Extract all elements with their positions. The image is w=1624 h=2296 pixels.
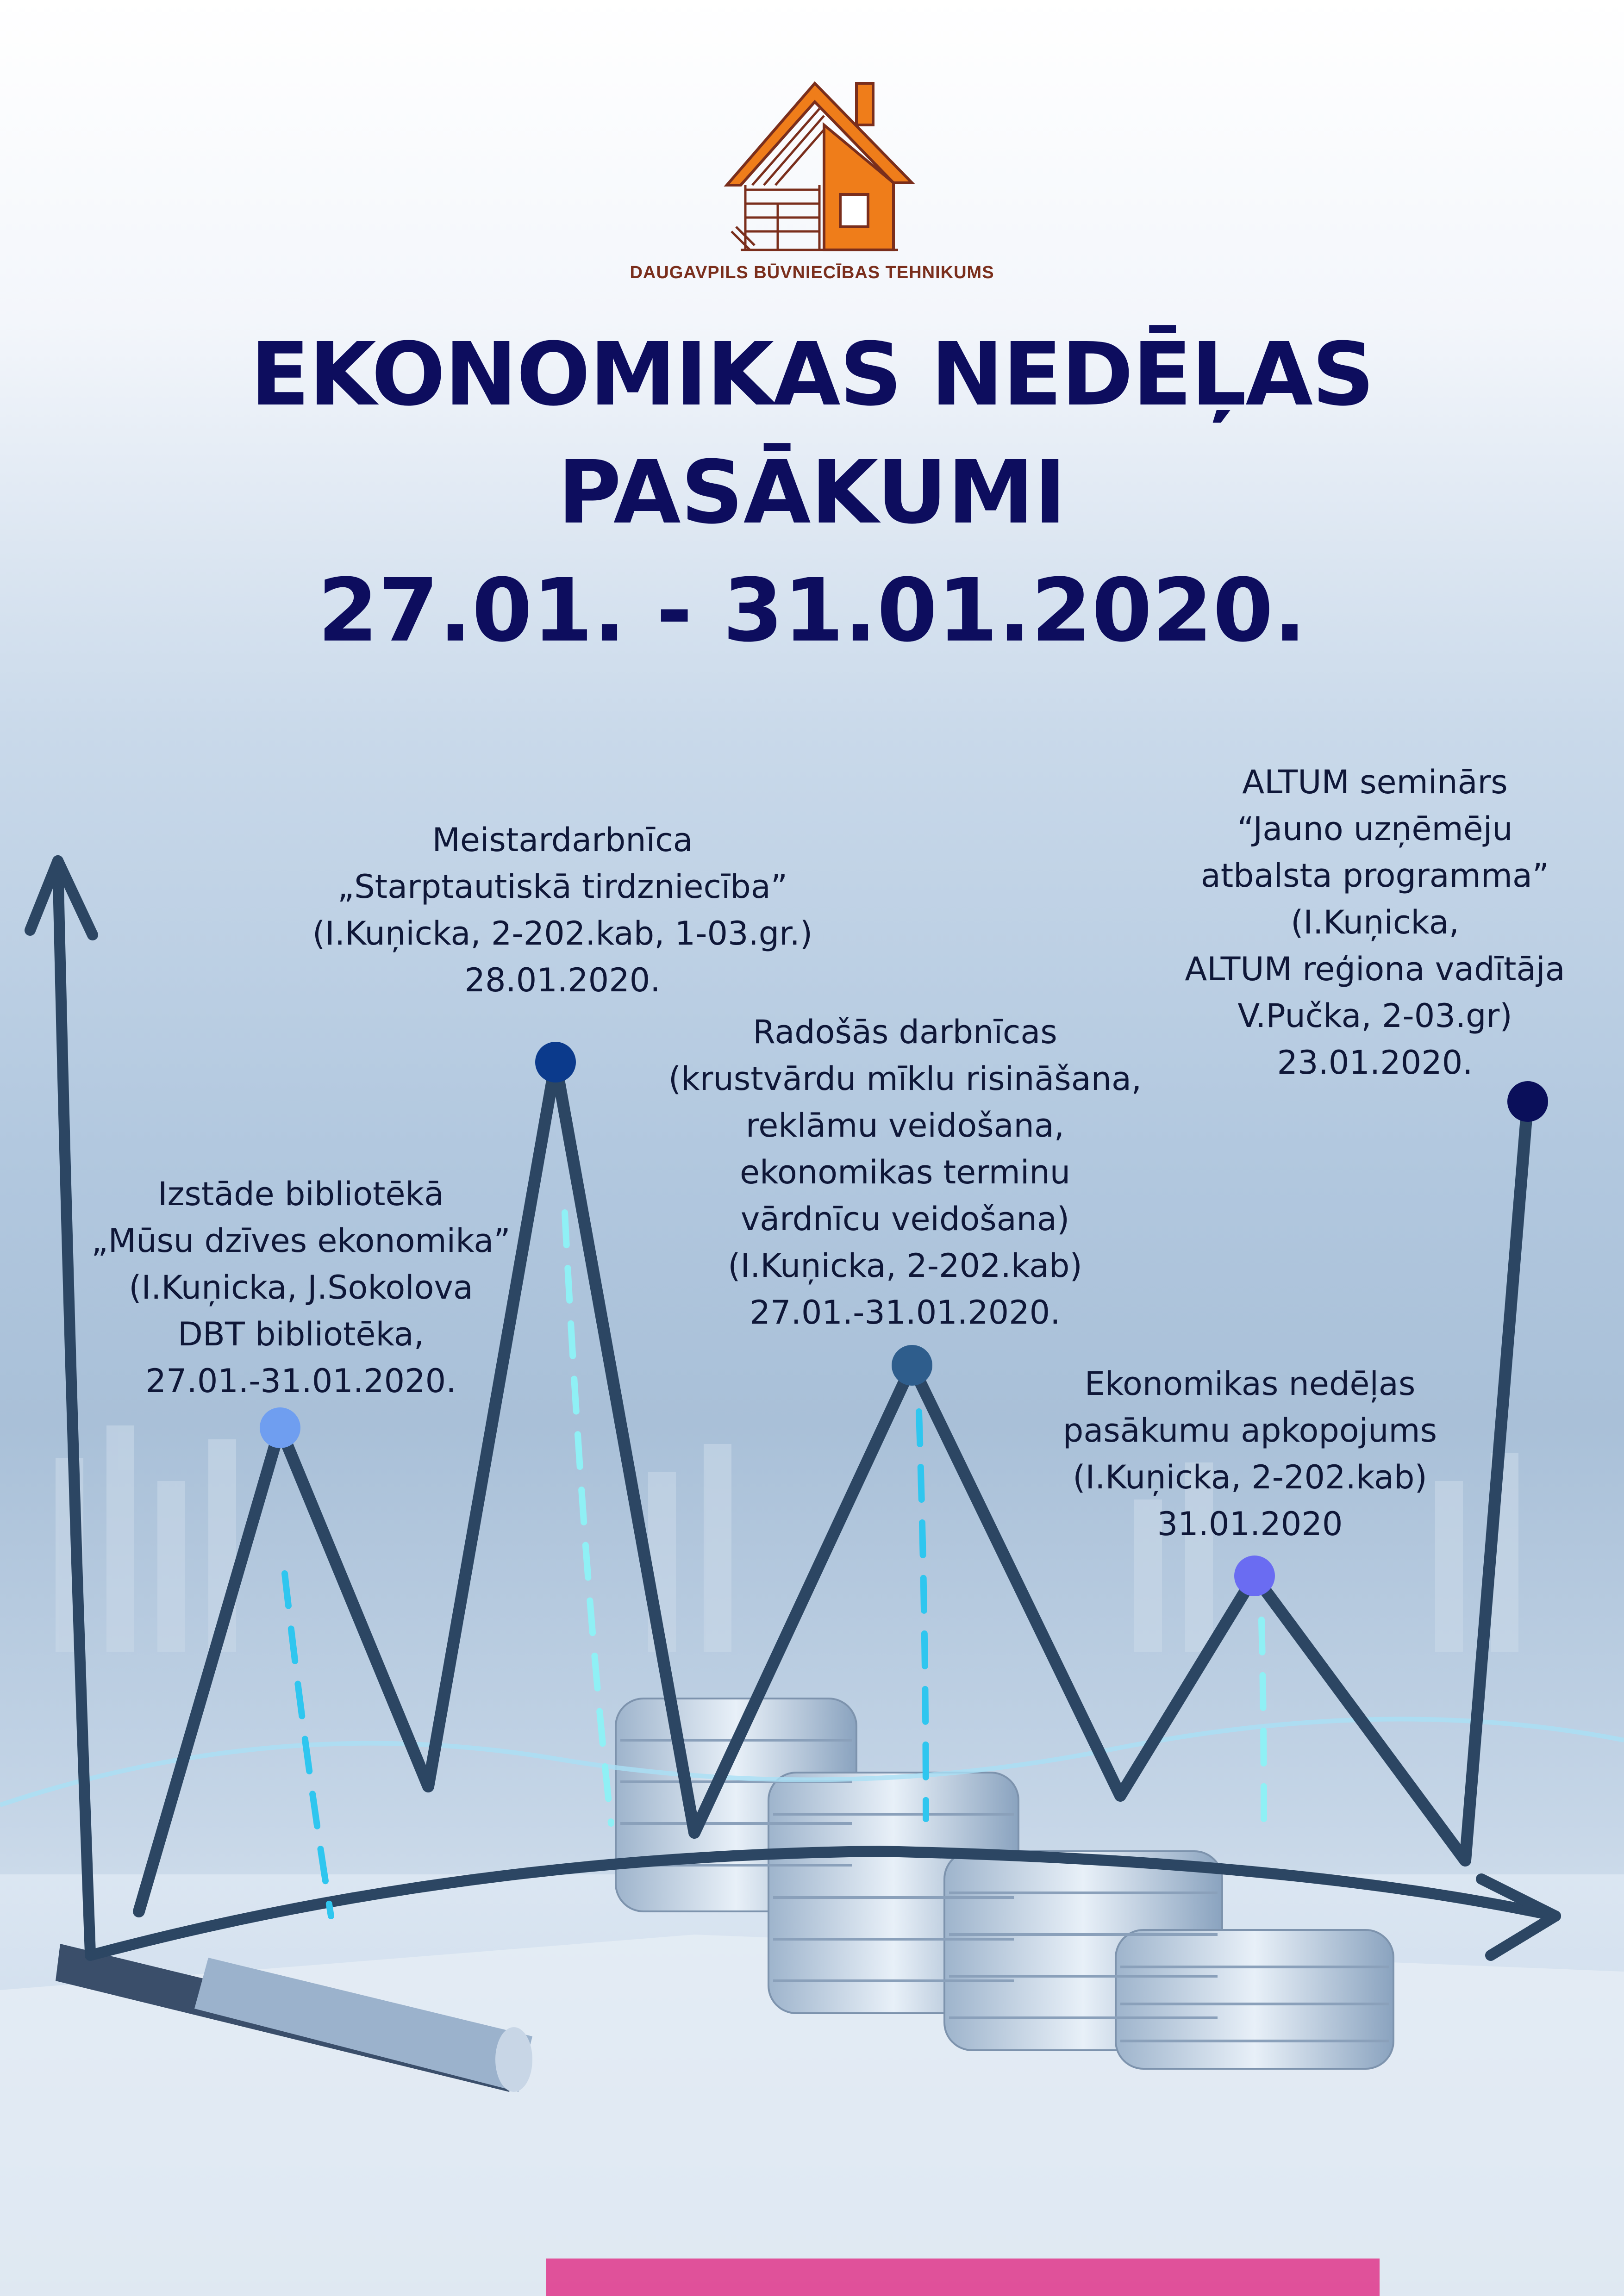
event-marker-1 (260, 1407, 300, 1448)
title-line-1: EKONOMIKAS NEDĒĻAS (250, 324, 1374, 425)
school-name: DAUGAVPILS BŪVNIECĪBAS TEHNIKUMS (630, 263, 994, 282)
event-marker-2 (535, 1042, 576, 1083)
event-creative-workshops: Radošās darbnīcas (krustvārdu mīklu risināšana, reklāmu veidošana, ekonomikas terminu vārdnīcu veidošana) (I.Kuņicka, 2-202.kab) 27.01.-31.01.2020. (668, 1013, 1142, 1332)
x-axis (90, 1851, 1555, 1955)
event-marker-3 (892, 1345, 932, 1386)
y-axis (58, 861, 90, 1953)
title-dates: 27.01. - 31.01.2020. (318, 560, 1306, 661)
drop-line-1 (285, 1574, 331, 1916)
drop-line-4 (1262, 1620, 1264, 1819)
event-marker-5 (1507, 1081, 1548, 1122)
event-workshop-trade: Meistardarbnīca „Starptautiskā tirdzniecība” (I.Kuņicka, 2-202.kab, 1-03.gr.) 28.01.2020. (312, 821, 813, 999)
event-altum-seminar: ALTUM seminārs “Jauno uzņēmēju atbalsta programma” (I.Kuņicka, ALTUM reģiona vadītāja V.Pučka, 2-03.gr) 23.01.2020. (1185, 763, 1565, 1082)
event-week-summary: Ekonomikas nedēļas pasākumu apkopojums (I.Kuņicka, 2-202.kab) 31.01.2020 (1062, 1365, 1437, 1543)
title-line-2: PASĀKUMI (557, 442, 1067, 543)
drop-line-3 (919, 1412, 926, 1819)
x-axis-arrow-bottom (1491, 1916, 1555, 1955)
event-marker-4 (1234, 1556, 1275, 1596)
event-exhibition: Izstāde bibliotēkā „Mūsu dzīves ekonomika” (I.Kuņicka, J.Sokolova DBT bibliotēka, 27.01.-31.01.2020. (91, 1175, 511, 1400)
